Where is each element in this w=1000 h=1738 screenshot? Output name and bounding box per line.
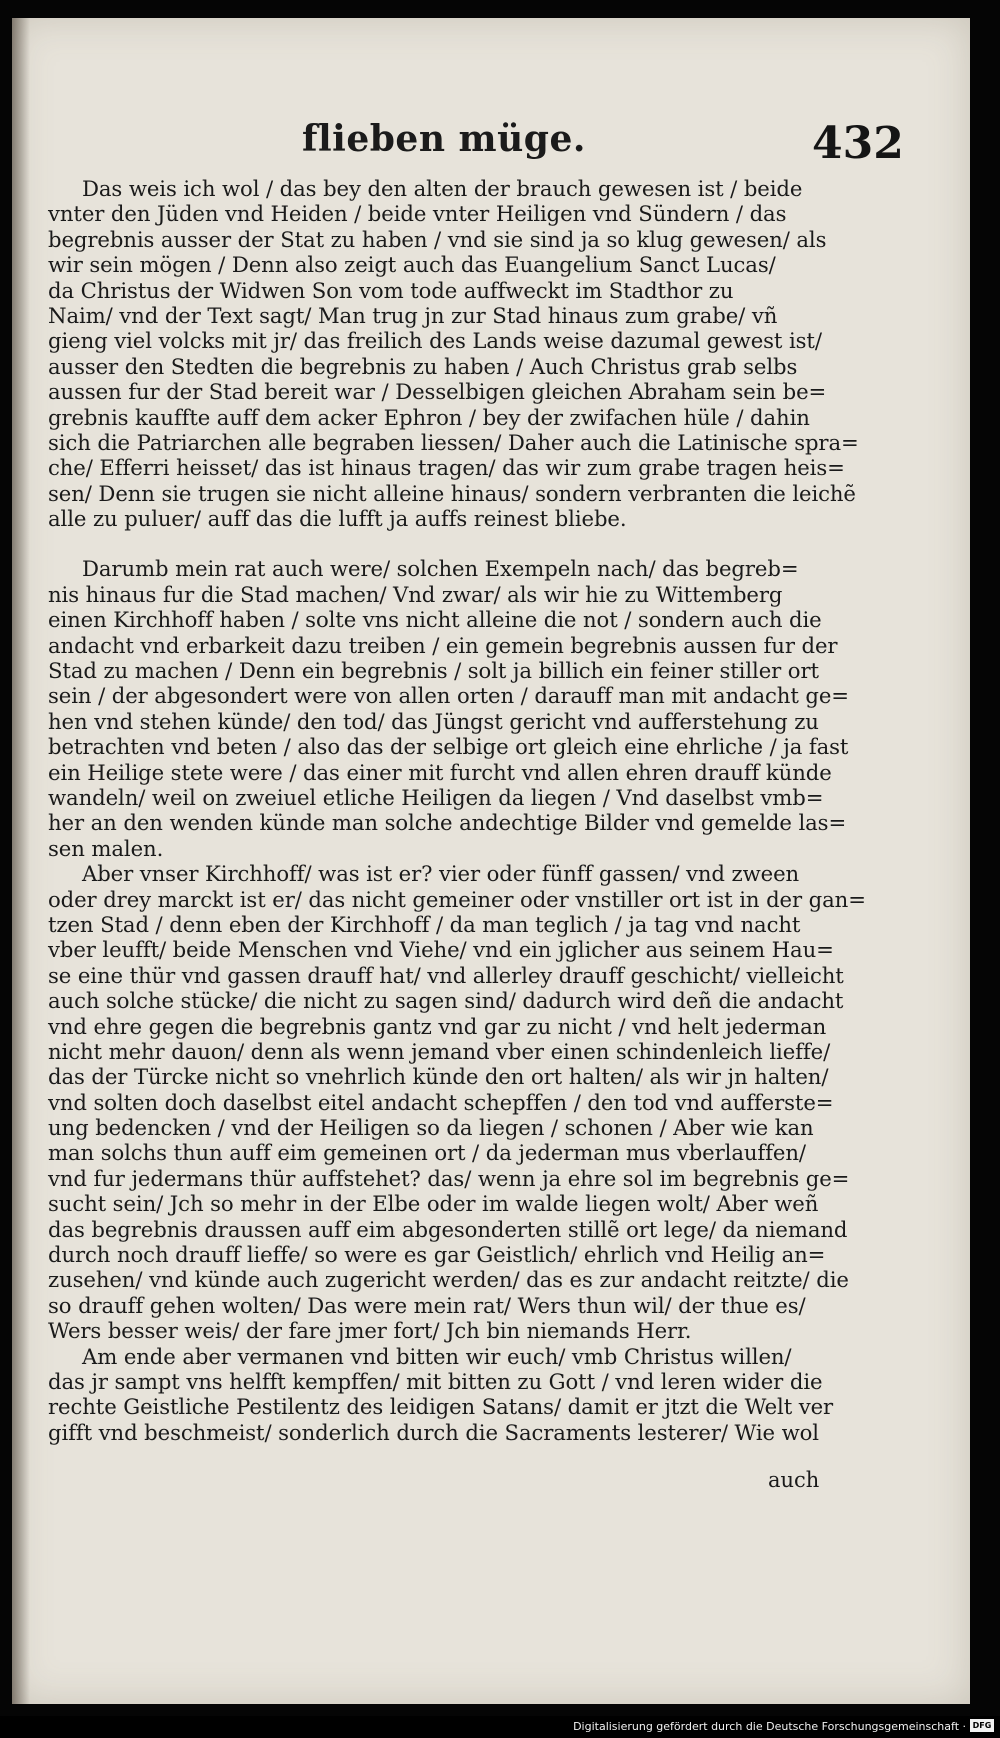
text-line: da Christus der Widwen Son vom tode auffweckt im Stadthor zu (48, 277, 734, 303)
text-line: grebnis kauffte auff dem acker Ephron / bey der zwifachen hüle / dahin (48, 404, 810, 430)
text-line: das der Türcke nicht so vnehrlich künde den ort halten/ als wir jn halten/ (48, 1064, 829, 1090)
text-line: betrachten vnd beten / also das der selbige ort gleich eine ehrliche / ja fast (48, 734, 849, 760)
text-line: vnd fur jedermans thür auffstehet? das/ wenn ja ehre sol im begrebnis ge= (48, 1165, 850, 1191)
text-line: Stad zu machen / Denn ein begrebnis / solt ja billich ein feiner stiller ort (48, 658, 819, 684)
text-line: alle zu puluer/ auff das die lufft ja auffs reinest bliebe. (48, 506, 627, 532)
text-line: einen Kirchhoff haben / solte vns nicht alleine die not / sondern auch die (48, 607, 822, 633)
text-line: zusehen/ vnd künde auch zugericht werden/ das es zur andacht reitzte/ die (48, 1267, 849, 1293)
text-line: wir sein mögen / Denn also zeigt auch das Euangelium Sanct Lucas/ (48, 252, 776, 278)
text-line: vnd ehre gegen die begrebnis gantz vnd gar zu nicht / vnd helt jederman (48, 1013, 827, 1039)
text-line: Wers besser weis/ der fare jmer fort/ Jch bin niemands Herr. (48, 1318, 692, 1344)
running-header: flieben müge. (302, 118, 586, 160)
paragraph (48, 556, 848, 861)
text-line: hen vnd stehen künde/ den tod/ das Jüngst gericht vnd aufferstehung zu (48, 708, 819, 734)
text-line: sein / der abgesondert were von allen orten / darauff man mit andacht ge= (48, 683, 849, 709)
page-number: 432 (812, 118, 904, 169)
paragraph (48, 1344, 848, 1446)
text-line: se eine thür vnd gassen drauff hat/ vnd allerley drauff geschicht/ vielleicht (48, 962, 844, 988)
text-line: auch solche stücke/ die nicht zu sagen sind/ dadurch wird deñ die andacht (48, 988, 844, 1014)
text-line: tzen Stad / denn eben der Kirchhoff / da man teglich / ja tag vnd nacht (48, 911, 801, 937)
text-line: sen malen. (48, 835, 164, 861)
text-line: nicht mehr dauon/ denn als wenn jemand vber einen schindenleich lieffe/ (48, 1038, 831, 1064)
text-line: oder drey marckt ist er/ das nicht gemeiner oder vnstiller ort ist in der gan= (48, 886, 866, 912)
paragraph (48, 861, 866, 1344)
text-line: wandeln/ weil on zweiuel etliche Heiligen da liegen / Vnd daselbst vmb= (48, 784, 824, 810)
text-line: che/ Efferri heisset/ das ist hinaus tragen/ das wir zum grabe tragen heis= (48, 455, 845, 481)
text-line: so drauff gehen wolten/ Das were mein rat/ Wers thun wil/ der thue es/ (48, 1292, 806, 1318)
text-line: ein Heilige stete were / das einer mit furcht vnd allen ehren drauff künde (48, 759, 832, 785)
dfg-logo: DFG (970, 1719, 994, 1732)
text-line: Darumb mein rat auch were/ solchen Exempeln nach/ das begreb= (82, 556, 799, 582)
text-line: durch noch drauff lieffe/ so were es gar Geistlich/ ehrlich vnd Heilig an= (48, 1242, 826, 1268)
text-line: ausser den Stedten die begrebnis zu haben / Auch Christus grab selbs (48, 353, 798, 379)
text-line: aussen fur der Stad bereit war / Desselbigen gleichen Abraham sein be= (48, 379, 827, 405)
text-line: das begrebnis draussen auff eim abgesonderten stillẽ ort lege/ da niemand (48, 1216, 848, 1242)
text-line: begrebnis ausser der Stat zu haben / vnd sie sind ja so klug gewesen/ als (48, 226, 827, 252)
text-line: vnter den Jüden vnd Heiden / beide vnter Heiligen vnd Sündern / das (48, 201, 787, 227)
catchword: auch (768, 1468, 820, 1492)
text-line: Aber vnser Kirchhoff/ was ist er? vier oder fünff gassen/ vnd zween (82, 861, 800, 887)
book-page (12, 18, 970, 1704)
text-line: gifft vnd beschmeist/ sonderlich durch die Sacraments lesterer/ Wie wol (48, 1419, 819, 1445)
text-line: rechte Geistliche Pestilentz des leidigen Satans/ damit er jtzt die Welt ver (48, 1394, 834, 1420)
text-line: gieng viel volcks mit jr/ das freilich des Lands weise dazumal gewest ist/ (48, 328, 822, 354)
funding-credit: Digitalisierung gefördert durch die Deutsche Forschungsgemeinschaft · (573, 1720, 966, 1733)
text-line: das jr sampt vns helfft kempffen/ mit bitten zu Gott / vnd leren wider die (48, 1368, 823, 1394)
text-line: ung bedencken / vnd der Heiligen so da liegen / schonen / Aber wie kan (48, 1115, 814, 1141)
paragraph (48, 176, 859, 532)
text-block (48, 176, 866, 1445)
text-line: man solchs thun auff eim gemeinen ort / da jederman mus vberlauffen/ (48, 1140, 806, 1166)
text-line: Am ende aber vermanen vnd bitten wir euch/ vmb Christus willen/ (82, 1343, 792, 1369)
paragraph-gap (48, 531, 848, 556)
text-line: vber leufft/ beide Menschen vnd Viehe/ vnd ein jglicher aus seinem Hau= (48, 937, 834, 963)
text-line: sen/ Denn sie trugen sie nicht alleine hinaus/ sondern verbranten die leichẽ (48, 480, 856, 506)
text-line: her an den wenden künde man solche andechtige Bilder vnd gemelde las= (48, 810, 847, 836)
text-line: Das weis ich wol / das bey den alten der brauch gewesen ist / beide (82, 176, 803, 201)
text-line: andacht vnd erbarkeit dazu treiben / ein gemein begrebnis aussen fur der (48, 632, 838, 658)
text-line: sich die Patriarchen alle begraben liessen/ Daher auch die Latinische spra= (48, 429, 859, 455)
text-line: nis hinaus fur die Stad machen/ Vnd zwar/ als wir hie zu Wittemberg (48, 581, 783, 607)
text-line: Naim/ vnd der Text sagt/ Man trug jn zur Stad hinaus zum grabe/ vñ (48, 302, 778, 328)
text-line: vnd solten doch daselbst eitel andacht schepffen / den tod vnd aufferste= (48, 1089, 834, 1115)
text-line: sucht sein/ Jch so mehr in der Elbe oder im walde liegen wolt/ Aber weñ (48, 1191, 819, 1217)
